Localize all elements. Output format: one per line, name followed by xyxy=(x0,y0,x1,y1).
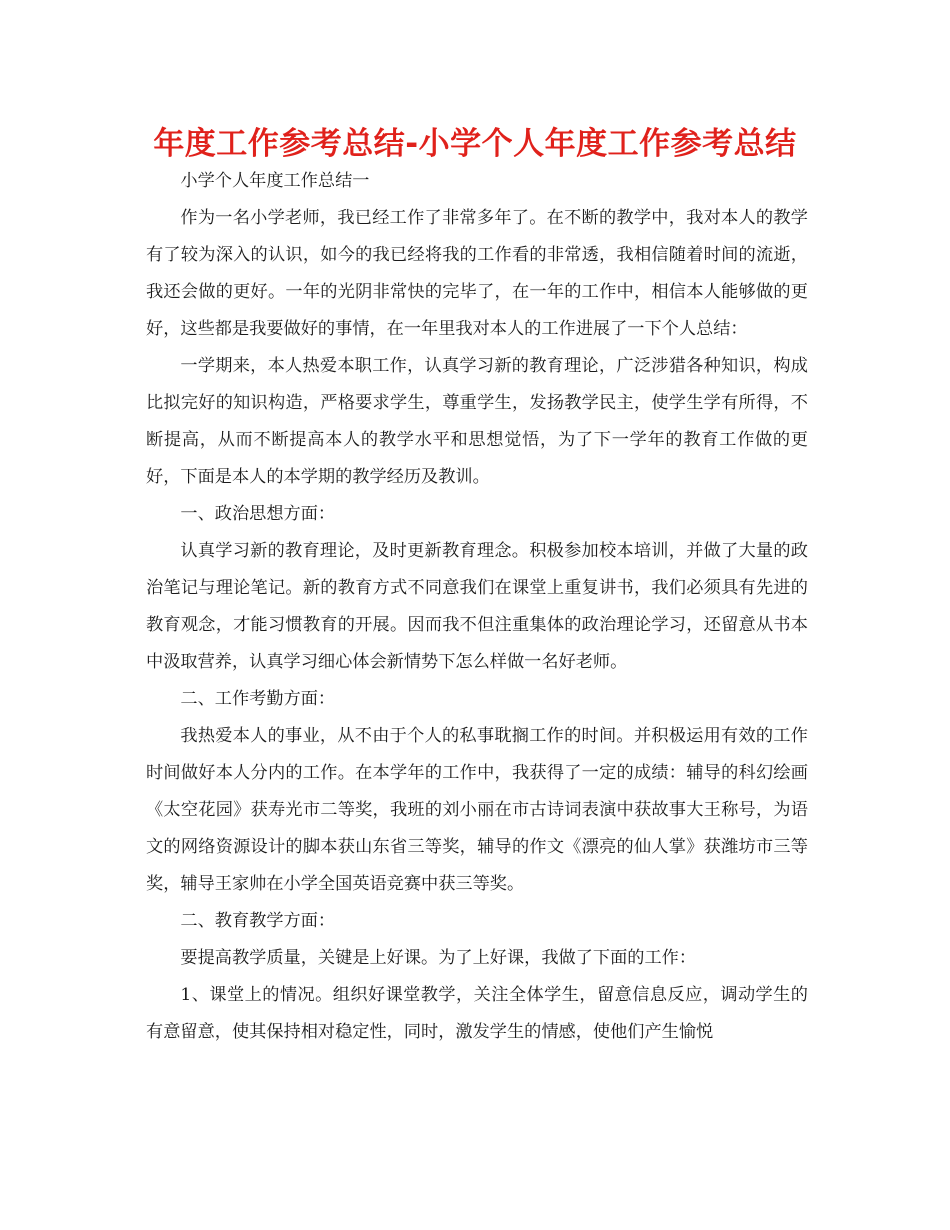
subtitle-paragraph: 小学个人年度工作总结一 xyxy=(180,171,370,191)
section-heading: 一、政治思想方面： xyxy=(180,504,336,524)
body-paragraph: 1、课堂上的情况。组织好课堂教学，关注全体学生，留意信息反应，调动学生的有意留意，使其保持相对稳定性，同时，激发学生的情感，使他们产生愉悦 xyxy=(146,985,808,1042)
body-paragraph: 认真学习新的教育理论，及时更新教育理念。积极参加校本培训，并做了大量的政治笔记与理论笔记。新的教育方式不同意我们在课堂上重复讲书，我们必须具有先进的教育观念，才能习惯教育的开展。因而我不但注重集体的政治理论学习，还留意从书本中汲取营养，认真学习细心体会新情势下怎么样做一名好老师。 xyxy=(146,541,808,672)
section-heading: 二、教育教学方面： xyxy=(180,911,336,931)
body-paragraph: 要提高教学质量，关键是上好课。为了上好课，我做了下面的工作： xyxy=(180,948,697,968)
section-heading: 二、工作考勤方面： xyxy=(180,689,336,709)
body-paragraph: 作为一名小学老师，我已经工作了非常多年了。在不断的教学中，我对本人的教学有了较为深入的认识，如今的我已经将我的工作看的非常透，我相信随着时间的流逝，我还会做的更好。一年的光阴非常快的完毕了，在一年的工作中，相信本人能够做的更好，这些都是我要做好的事情，在一年里我对本人的工作进展了一下个人总结： xyxy=(146,208,808,339)
body-paragraph: 我热爱本人的事业，从不由于个人的私事耽搁工作的时间。并积极运用有效的工作时间做好本人分内的工作。在本学年的工作中，我获得了一定的成绩：辅导的科幻绘画《太空花园》获寿光市二等奖，我班的刘小丽在市古诗词表演中获故事大王称号，为语文的网络资源设计的脚本获山东省三等奖，辅导的作文《漂亮的仙人掌》获潍坊市三等奖，辅导王家帅在小学全国英语竞赛中获三等奖。 xyxy=(146,726,808,894)
body-paragraph: 一学期来，本人热爱本职工作，认真学习新的教育理论，广泛涉猎各种知识，构成比拟完好的知识构造，严格要求学生，尊重学生，发扬教学民主，使学生学有所得，不断提高，从而不断提高本人的教学水平和思想觉悟，为了下一学年的教育工作做的更好，下面是本人的本学期的教学经历及教训。 xyxy=(146,356,808,487)
document-body xyxy=(146,163,808,1051)
document-title: 年度工作参考总结-小学个人年度工作参考总结 xyxy=(153,126,797,162)
